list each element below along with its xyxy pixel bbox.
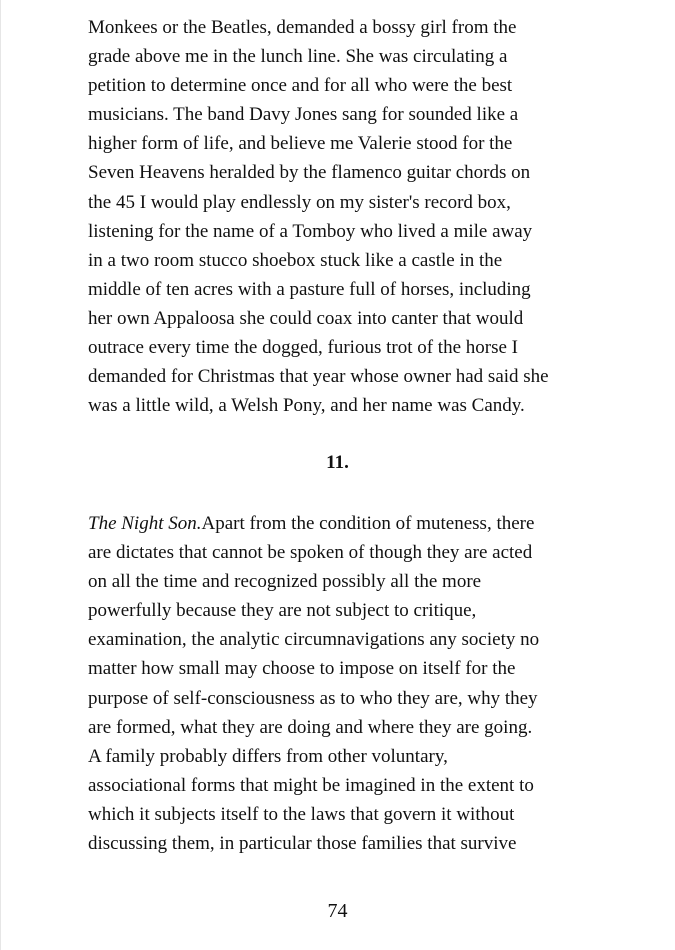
text-line: purpose of self-consciousness as to who they are, why they [88,687,538,709]
paragraph-2 [88,509,608,858]
text-line: powerfully because they are not subject to critique, [88,600,477,622]
text-line: associational forms that might be imagined in the extent to [88,774,534,796]
text-line: which it subjects itself to the laws that govern it without [88,803,515,825]
first-line-text: Apart from the condition of muteness, there [201,513,535,534]
paragraph-1 [88,13,608,420]
text-line: Monkees or the Beatles, demanded a bossy girl from the [88,17,517,38]
text-line: outrace every time the dogged, furious trot of the horse I [88,337,518,359]
text-line: petition to determine once and for all who were the best [88,75,513,97]
text-line: in a two room stucco shoebox stuck like a castle in the [88,249,503,271]
text-line-first [88,509,608,538]
text-line: A family probably differs from other voluntary, [88,745,448,767]
text-line: the 45 I would play endlessly on my sister's record box, [88,191,511,213]
text-line: are dictates that cannot be spoken of though they are acted [88,542,533,564]
text-line: matter how small may choose to impose on itself for the [88,658,516,680]
text-line: are formed, what they are doing and where they are going. [88,716,533,738]
text-line: was a little wild, a Welsh Pony, and her name was Candy. [88,395,525,417]
text-line: her own Appaloosa she could coax into canter that would [88,307,524,329]
text-line: middle of ten acres with a pasture full of horses, including [88,278,531,300]
text-line: discussing them, in particular those families that survive [88,833,517,855]
text-line: listening for the name of a Tomboy who lived a mile away [88,220,533,242]
text-line: musicians. The band Davy Jones sang for sounded like a [88,104,519,126]
text-line: grade above me in the lunch line. She was circulating a [88,46,508,68]
section-number: 11. [326,452,349,473]
text-line: on all the time and recognized possibly all the more [88,571,482,593]
page-edge-divider [0,0,1,950]
text-line: demanded for Christmas that year whose owner had said she [88,366,549,388]
italic-section-title: The Night Son. [88,513,202,534]
text-line: higher form of life, and believe me Valerie stood for the [88,133,513,155]
text-line: examination, the analytic circumnavigations any society no [88,629,540,651]
text-line: Seven Heavens heralded by the flamenco guitar chords on [88,162,531,184]
page-number: 74 [327,900,348,922]
